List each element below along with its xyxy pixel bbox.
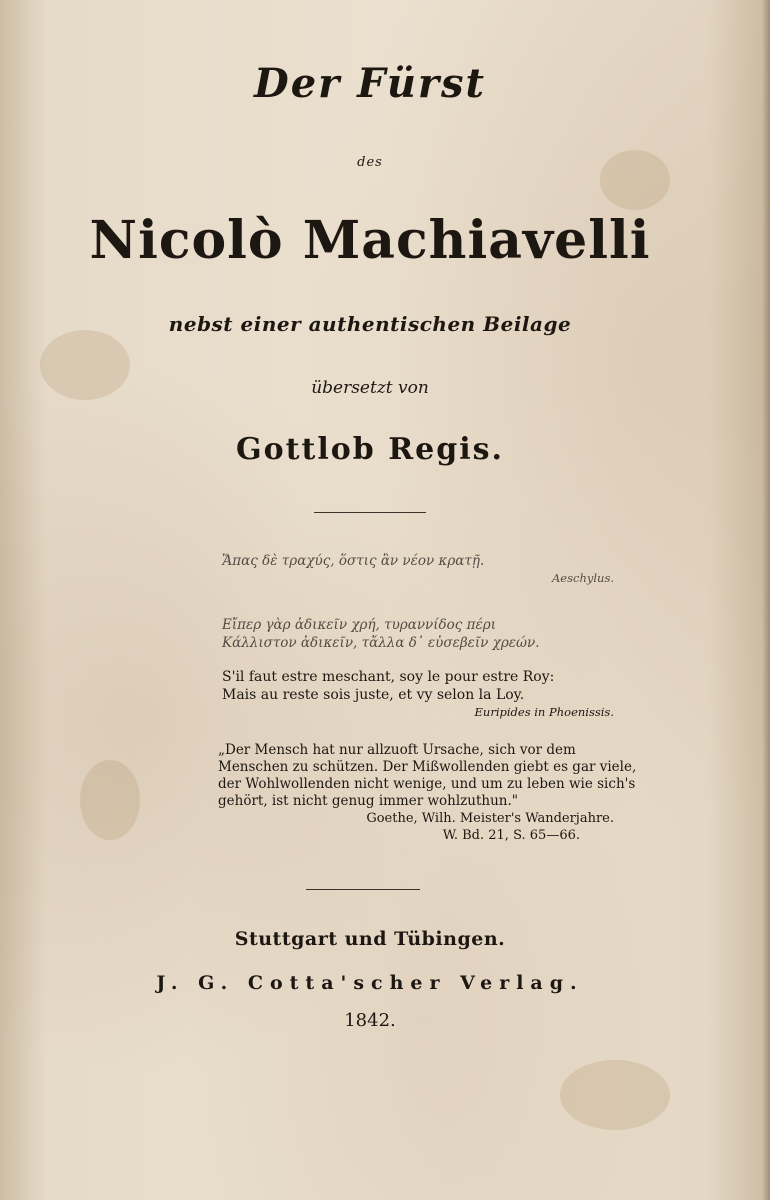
motto-greek-line: Ἅπας δὲ τραχύς, ὅστις ἂν νέον κρατῇ. xyxy=(222,553,485,569)
translator-name: Gottlob Regis. xyxy=(236,432,504,467)
translated-by-label: übersetzt von xyxy=(311,378,429,398)
divider-rule-top xyxy=(314,512,426,513)
imprint-publisher: J. G. Cotta'scher Verlag. xyxy=(156,972,584,994)
title-connector-des: des xyxy=(357,155,383,170)
title-author-name: Nicolò Machiavelli xyxy=(89,210,651,271)
divider-rule-bottom xyxy=(306,889,420,890)
subtitle: nebst einer authentischen Beilage xyxy=(168,312,572,336)
motto-attribution-aeschylus: Aeschylus. xyxy=(552,571,614,585)
motto-german-line: gehört, ist nicht genug immer wohlzuthun." xyxy=(218,793,518,809)
foxing-stain xyxy=(80,760,140,840)
motto-goethe xyxy=(218,742,638,844)
motto-german-line: Menschen zu schützen. Der Mißwollenden giebt es gar viele, xyxy=(218,759,637,775)
motto-euripides-french xyxy=(222,668,614,720)
motto-greek-line: Εἴπερ γὰρ ἀδικεῖν χρή, τυραννίδος πέρι xyxy=(222,617,497,633)
motto-attribution-goethe: Goethe, Wilh. Meister's Wanderjahre. xyxy=(366,811,614,826)
imprint-year: 1842. xyxy=(344,1010,396,1031)
motto-aeschylus xyxy=(222,552,614,586)
motto-attribution-euripides: Euripides in Phoenissis. xyxy=(474,705,614,719)
motto-attribution-goethe-volume: W. Bd. 21, S. 65—66. xyxy=(442,828,580,843)
motto-german-line: der Wohlwollenden nicht wenige, und um zu leben wie sich's xyxy=(218,776,636,792)
motto-greek-line: Κάλλιστον ἀδικεῖν, τἄλλα δ᾽ εὐσεβεῖν χρεών. xyxy=(222,635,540,651)
motto-french-line: S'il faut estre meschant, soy le pour estre Roy: xyxy=(222,669,555,685)
imprint-place: Stuttgart und Tübingen. xyxy=(234,928,506,950)
title-line-der-fuerst: Der Fürst xyxy=(254,60,486,107)
motto-french-line: Mais au reste sois juste, et vy selon la Loy. xyxy=(222,687,525,703)
motto-euripides-greek xyxy=(222,616,614,652)
motto-german-line: „Der Mensch hat nur allzuoft Ursache, sich vor dem xyxy=(218,742,576,758)
page-edge-shadow xyxy=(762,0,770,1200)
foxing-stain xyxy=(560,1060,670,1130)
